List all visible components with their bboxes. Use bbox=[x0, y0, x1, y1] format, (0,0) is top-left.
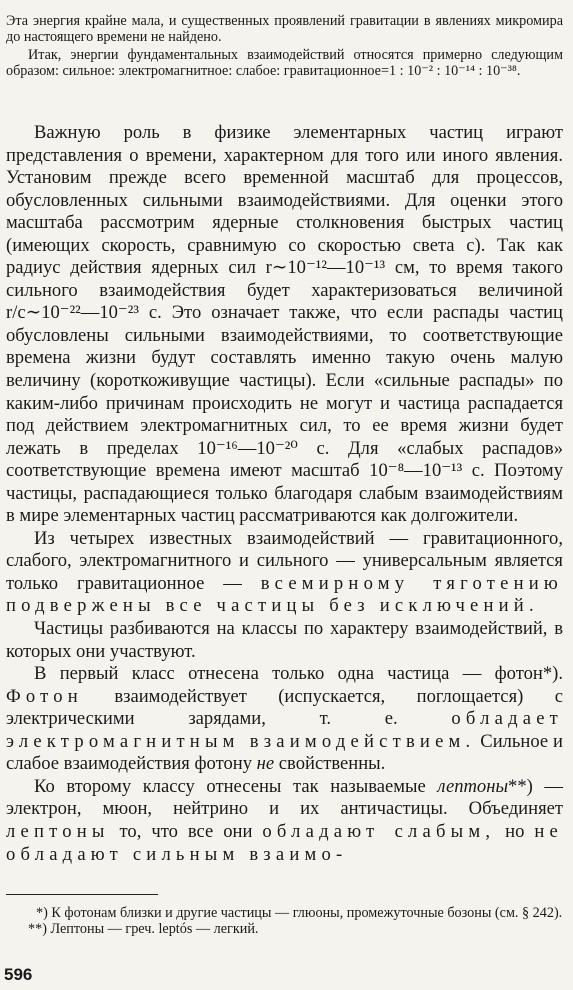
paragraph-classes: Частицы разбиваются на классы по характеру взаимодействий, в которых они участвуют. bbox=[6, 618, 563, 662]
footnote-2: **) Лептоны — греч. leptós — легкий. bbox=[28, 921, 259, 937]
p4-text-c: взаимодействует (испускается, поглощается) с электрическими зарядами, т. е. bbox=[6, 685, 563, 730]
p5-emphasis-leptons: лептоны bbox=[6, 820, 110, 842]
paragraph-photon bbox=[6, 663, 563, 776]
p5-emphasis-weak: обладают слабым, bbox=[262, 820, 496, 842]
p5-emphasis-strong: не обладают сильным взаимо- bbox=[6, 820, 563, 865]
p4-emphasis-em: обладает электромагнитным взаимодействием. bbox=[6, 708, 563, 752]
paragraph-leptons bbox=[6, 776, 563, 866]
p5-text-a: Ко второму классу отнесены так называемые bbox=[34, 775, 438, 797]
intro-paragraph-2 bbox=[6, 47, 563, 79]
p4-text-a: В первый класс отнесена только одна частица — фотон*). bbox=[34, 663, 563, 685]
intro-paragraph-1 bbox=[6, 13, 563, 45]
paragraph-time-scales: Важную роль в физике элементарных частиц играют представления о времени, характерном для того или иного явления. Установим прежде всего временной масштаб для процессов, обусловленных сильными взаимодействиями. Для оценки этого масштаба рассмотрим ядерные столкновения быстрых частиц (имеющих скорость, сравнимую со скоростью света c). Так как радиус действия ядерных сил r∼10⁻¹²—10⁻¹³ см, то время такого сильного взаимодействия будет характеризоваться величиной r/c∼10⁻²²—10⁻²³ с. Это означает также, что если распады частиц обусловлены сильными взаимодействиями, то соответствующие времена жизни будут составлять именно такую очень малую величину (короткоживущие частицы). Если «сильные распады» по каким-либо причинам происходить не могут и частица распадается под действием электромагнитных сил, то ее время жизни будет лежать в пределах 10⁻¹⁶—10⁻²⁰ с. Для «слабых распадов» соответствующие времена имеют масштаб 10⁻⁸—10⁻¹³ с. Поэтому частицы, распадающиеся только благодаря слабым взаимодействиям в мире элементарных частиц рассматриваются как долгожители. bbox=[6, 122, 563, 527]
p4-emphasis-photon: Фотон bbox=[6, 685, 83, 707]
p4-text-g: свойственны. bbox=[274, 753, 386, 775]
p5-italic-leptons: лептоны bbox=[437, 775, 509, 797]
p5-text-e: то, что все они bbox=[109, 820, 263, 842]
footnotes bbox=[6, 905, 563, 937]
p5-text-c: **) — электрон, мюон, нейтрино и их античастицы. Объединяет bbox=[6, 775, 563, 820]
footnote-1: *) К фотонам близки и другие частицы — глюоны, промежуточные бозоны (см. § 242). bbox=[36, 905, 563, 921]
page-number: 596 bbox=[4, 965, 33, 984]
p4-text-e: Сильное и слабое взаимодействия фотону bbox=[6, 730, 563, 775]
main-text bbox=[6, 122, 563, 866]
p2-emphasis: всемирному тяготению подвержены все частицы без исключений. bbox=[6, 572, 563, 617]
p5-text-g: но bbox=[495, 820, 535, 842]
footnote-divider bbox=[6, 894, 158, 895]
intro-text-1: Эта энергия крайне мала, и существенных проявлений гравитации в явлениях микромира до настоящего времени не найдено. bbox=[6, 13, 563, 45]
p4-italic-ne: не bbox=[256, 753, 275, 775]
paragraph-universal-interaction bbox=[6, 528, 563, 618]
p2-text: Из четырех известных взаимодействий — гравитационного, слабого, электромагнитного и сильного — универсальным является только гравитационное — bbox=[6, 527, 563, 594]
intro-text-2: Итак, энергии фундаментальных взаимодействий относятся примерно следующим образом: сильное: электромагнитное: слабое: гравитационное=1 : 10⁻² : 10⁻¹⁴ : 10⁻³⁸. bbox=[6, 47, 563, 79]
